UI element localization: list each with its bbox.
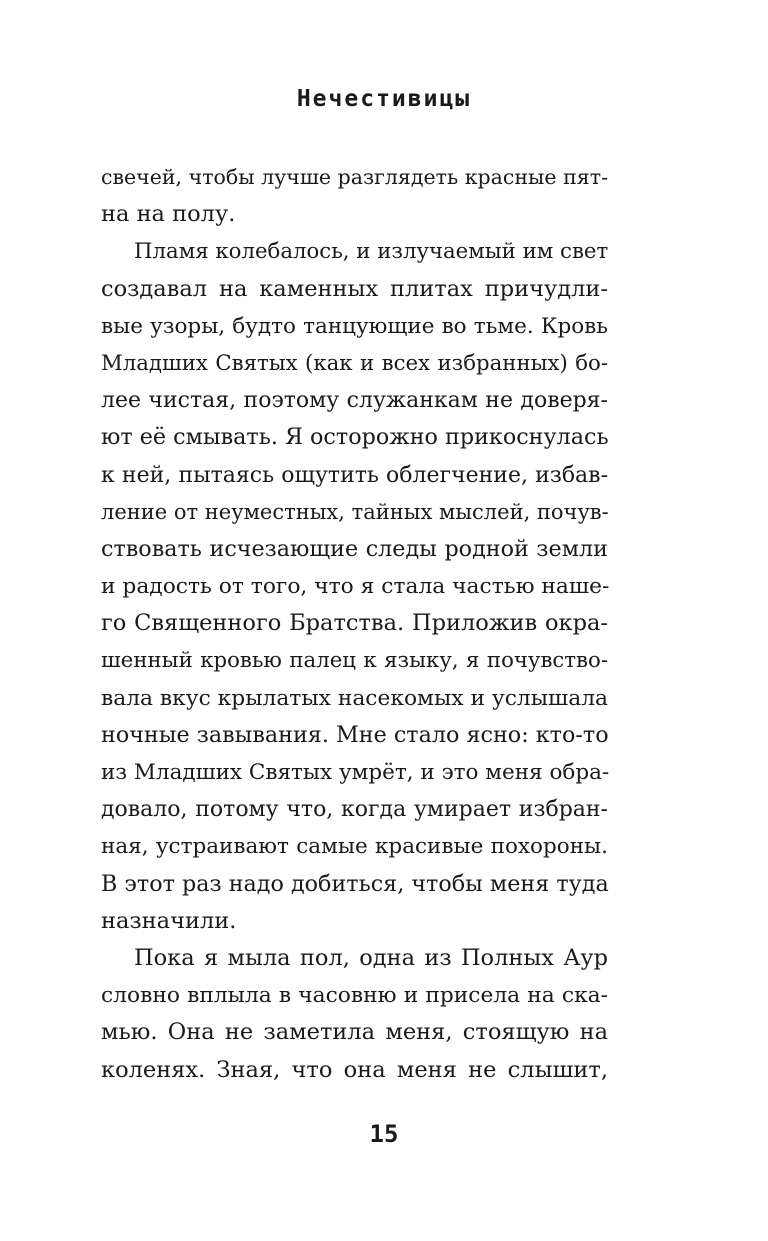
text-line: коленях. Зная, что она меня не слышит, (101, 1056, 608, 1083)
text-line: шенный кровью палец к языку, я почувство- (101, 648, 608, 674)
text-line: ночные завывания. Мне стало ясно: кто-то (101, 721, 609, 748)
paragraph-3 (101, 940, 608, 1089)
text-line: ная, устраивают самые красивые похороны. (101, 834, 608, 860)
text-line: вала вкус крылатых насекомых и услышала (101, 685, 608, 711)
text-line: назначили. (101, 907, 237, 934)
text-line: вые узоры, будто танцующие во тьме. Кровь (101, 313, 608, 339)
text-line: Пока я мыла пол, одна из Полных Аур (134, 944, 608, 971)
page-number: 15 (369, 1120, 399, 1148)
text-line: Пламя колебалось, и излучаемый им свет (134, 239, 609, 265)
paragraph-1 (101, 159, 608, 233)
body-text (101, 159, 608, 1089)
text-line: ют её смывать. Я осторожно прикоснулась (101, 424, 609, 451)
text-line: на на полу. (101, 201, 236, 228)
text-line: и радость от того, что я стала частью наше- (101, 574, 610, 600)
text-line: ление от неуместных, тайных мыслей, почув- (101, 499, 609, 524)
text-line: го Священного Братства. Приложив окра- (101, 610, 608, 637)
text-line: словно вплыла в часовню и присела на ска- (101, 983, 608, 1009)
text-line: к ней, пытаясь ощутить облегчение, избав- (101, 462, 608, 488)
text-line: В этот раз надо добиться, чтобы меня туда (101, 870, 609, 897)
running-head-title: Нечестивицы (296, 86, 472, 112)
text-line: создавал на каменных плитах причудли- (101, 275, 608, 302)
text-line: довало, потому что, когда умирает избран- (101, 797, 608, 823)
text-line: свечей, чтобы лучше разглядеть красные пят- (101, 165, 608, 189)
text-line: из Младших Святых умрёт, и это меня обра- (101, 760, 610, 785)
text-line: Младших Святых (как и всех избранных) бо- (101, 350, 608, 376)
text-line: мью. Она не заметила меня, стоящую на (101, 1019, 608, 1046)
text-line: ствовать исчезающие следы родной земли (101, 535, 608, 562)
paragraph-2 (101, 233, 608, 940)
text-line: лее чистая, поэтому служанкам не доверя- (101, 388, 608, 414)
